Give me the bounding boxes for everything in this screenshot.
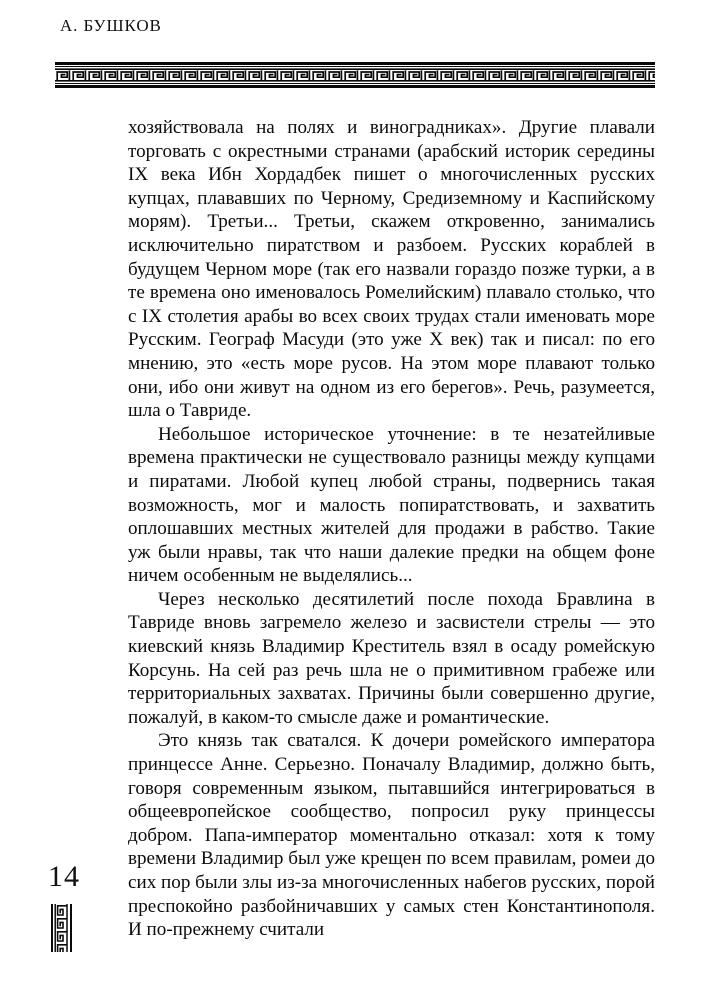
meander-vertical-left-rule: [51, 904, 53, 952]
rule-line-bottom-thin: [55, 83, 655, 84]
running-head-author: А. БУШКОВ: [60, 16, 162, 35]
top-ornamental-rule: [55, 62, 655, 89]
paragraph: хозяйствовала на полях и виноградниках». Другие плавали торговать с окрестными странами (арабский историк середины IX века Ибн Хордадбек пишет о многочисленных русских купцах, плававших по Черному, Средиземному и Каспийскому морям). Третьи... Третьи, скажем откровенно, занимались исключительно пиратством и разбоем. Русских кораблей в будущем Черном море (так его назвали гораздо позже турки, а в те времена оно именовалось Ромелийским) плавало столько, что с IX столетия арабы во всех своих трудах стали именовать море Русским. Географ Масуди (это уже X век) так и писал: по его мнению, это «есть море русов. На этом море плавают только они, ибо они живут на одном из его берегов». Речь, разумеется, шла о Тавриде.: [128, 117, 655, 422]
rule-line-top-thick: [55, 62, 655, 65]
paragraph: Небольшое историческое уточнение: в те незатейливые времена практически не существовало разницы между купцами и пиратами. Любой купец любой страны, подвернись такая возможность, мог и малость попиратствовать, и захватить оплошавших местных жителей для продажи в рабство. Такие уж были нравы, так что наши далекие предки на общем фоне ничем особенным не выделялись...: [128, 423, 655, 587]
page-number: 14: [48, 860, 80, 893]
rule-line-bottom-thick: [55, 85, 655, 88]
paragraph: Это князь так сватался. К дочери ромейского императора принцессе Анне. Серьезно. Поначалу Владимир, должно быть, говоря современным языком, пытавшийся интегрироваться в общеевропейское сообщество, попросил руку принцессы добром. Папа-император моментально отказал: хотя к тому времени Владимир был уже крещен по всем правилам, ромеи до сих пор были злы из-за многочисленных набегов русских, порой преспокойно разбойничавших у самых стен Константинополя. И по-прежнему считали: [128, 730, 655, 941]
body-text: [128, 116, 655, 942]
meander-vertical-right-rule: [70, 904, 72, 952]
rule-line-top-thin: [55, 66, 655, 67]
greek-key-meander-vertical-icon: [51, 904, 72, 952]
paragraph: Через несколько десятилетий после похода Бравлина в Тавриде вновь загремело железо и засвистели стрелы — это киевский князь Владимир Креститель взял в осаду ромейскую Корсунь. На сей раз речь шла не о примитивном грабеже или территориальных захватах. Причины были совершенно другие, пожалуй, в каком-то смысле даже и романтические.: [128, 588, 655, 728]
greek-key-meander-icon: [55, 68, 655, 82]
